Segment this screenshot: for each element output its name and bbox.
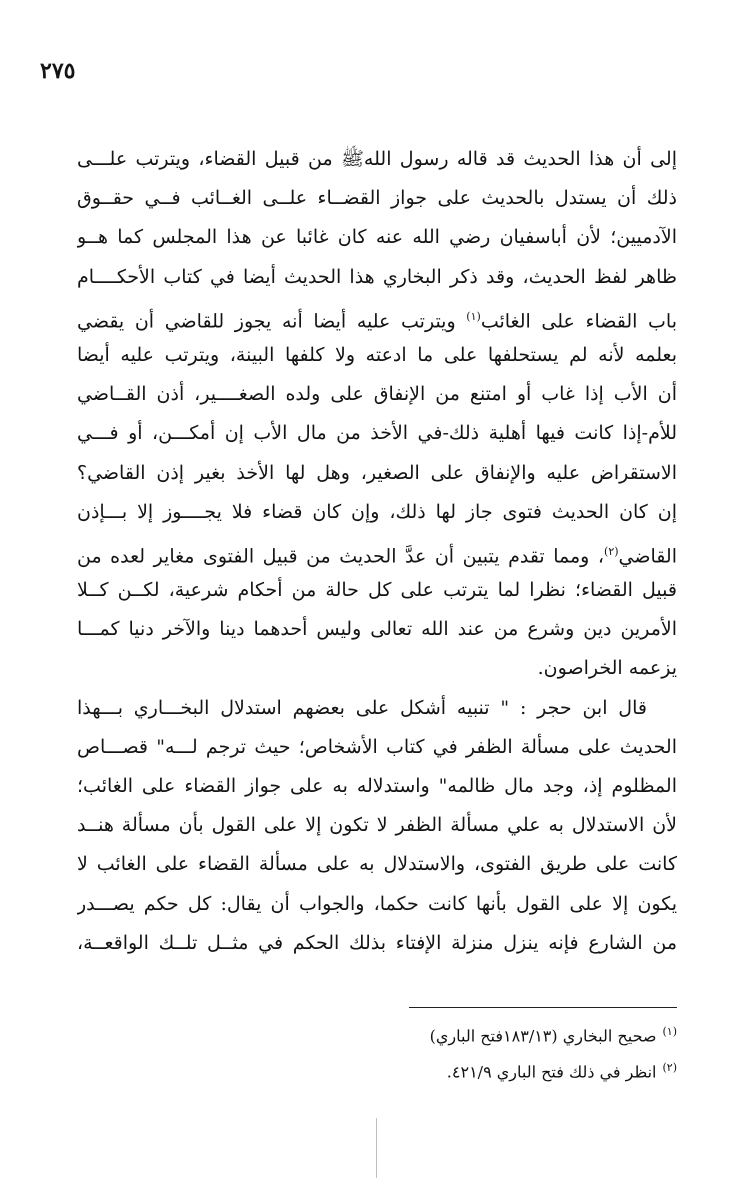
footnote-reference: (١): [466, 309, 481, 323]
text-line: قبيل القضاء؛ نظرا لما يترتب على كل حالة من أحكام شرعية، لكــن كــلا: [77, 579, 677, 602]
text-line: لأن الاستدلال به علي مسألة الظفر لا تكون إلا على القول بأن مسألة هنــد: [77, 814, 677, 837]
text-line: ذلك أن يستدل بالحديث على جواز القضــاء علــى الغــائب فــي حقــوق: [77, 187, 677, 210]
text-line-start: باب القضاء على الغائب: [480, 310, 677, 333]
footnote-item: [77, 1052, 677, 1088]
text-line-end: ، ومما تقدم يتبين أن عدَّ الحديث من قبيل الفتوى مغاير لعده من: [77, 545, 605, 568]
text-line-end: ويترتب عليه أيضا أنه يجوز للقاضي أن يقضي: [77, 310, 467, 333]
footnote-reference: (٢): [604, 544, 619, 558]
text-line: أن الأب إذا غاب أو امتنع من الإنفاق على ولده الصغــــير، أذن القــاضي: [77, 383, 677, 406]
text-line: ظاهر لفظ الحديث، وقد ذكر البخاري هذا الحديث أيضا في كتاب الأحكــــام: [77, 265, 677, 288]
page-number: ٢٧٥: [40, 58, 76, 84]
text-line: يكون إلا على القول بأنها كانت حكما، والجواب أن يقال: كل حكم يصـــدر: [77, 892, 677, 915]
scan-edge-line: [376, 1118, 377, 1178]
text-line: الحديث على مسألة الظفر في كتاب الأشخاص؛ حيث ترجم لـــه" قصـــاص: [77, 735, 677, 758]
text-line: [77, 532, 677, 571]
footnote-mark: (٢): [662, 1061, 677, 1075]
text-line: من الشارع فإنه ينزل منزلة الإفتاء بذلك الحكم في مثــل تلــك الواقعــة،: [77, 931, 677, 954]
text-line-start: القاضي: [618, 545, 677, 568]
text-line: قال ابن حجر : " تنبيه أشكل على بعضهم استدلال البخـــاري بـــهذا: [77, 696, 647, 719]
text-line: للأم-إذا كانت فيها أهلية ذلك-في الأخذ من مال الأب إن أمكـــن، أو فـــي: [77, 422, 677, 445]
text-line: إن كان الحديث فتوى جاز لها ذلك، وإن كان قضاء فلا يجــــوز إلا بـــإذن: [77, 500, 677, 523]
text-line: الاستقراض عليه والإنفاق على الصغير، وهل لها الأخذ بغير إذن القاضي؟: [77, 461, 677, 484]
text-line: [77, 297, 677, 336]
footnote-text: انظر في ذلك فتح الباري ٤٢١/٩.: [446, 1062, 657, 1082]
text-line: كانت على طريق الفتوى، والاستدلال به على مسألة القضاء على الغائب لا: [77, 853, 677, 876]
footnote-divider: [409, 1007, 677, 1008]
footnote-mark: (١): [662, 1025, 677, 1038]
footnotes: [77, 1016, 677, 1089]
text-line: إلى أن هذا الحديث قد قاله رسول اللهﷺ من قبيل القضاء، ويترتب علـــى: [77, 148, 677, 170]
text-line: يزعمه الخراصون.: [537, 657, 677, 680]
text-line: المظلوم إذ، وجد مال ظالمه" واستدلاله به على جواز القضاء على الغائب؛: [77, 775, 677, 797]
body-text: [77, 140, 677, 963]
text-line: الأمرين دين وشرع من عند الله تعالى وليس أحدهما دينا والآخر دنيا كمـــا: [77, 618, 677, 641]
text-line: بعلمه لأنه لم يستحلفها على ما ادعته ولا كلفها البينة، ويترتب عليه أيضا: [77, 343, 677, 366]
footnote-item: [77, 1016, 677, 1052]
footnote-text: صحيح البخاري (١٨٣/١٣فتح الباري): [429, 1026, 657, 1046]
text-line: الآدميين؛ لأن أباسفيان رضي الله عنه كان غائبا عن هذا المجلس كما هــو: [77, 226, 677, 249]
